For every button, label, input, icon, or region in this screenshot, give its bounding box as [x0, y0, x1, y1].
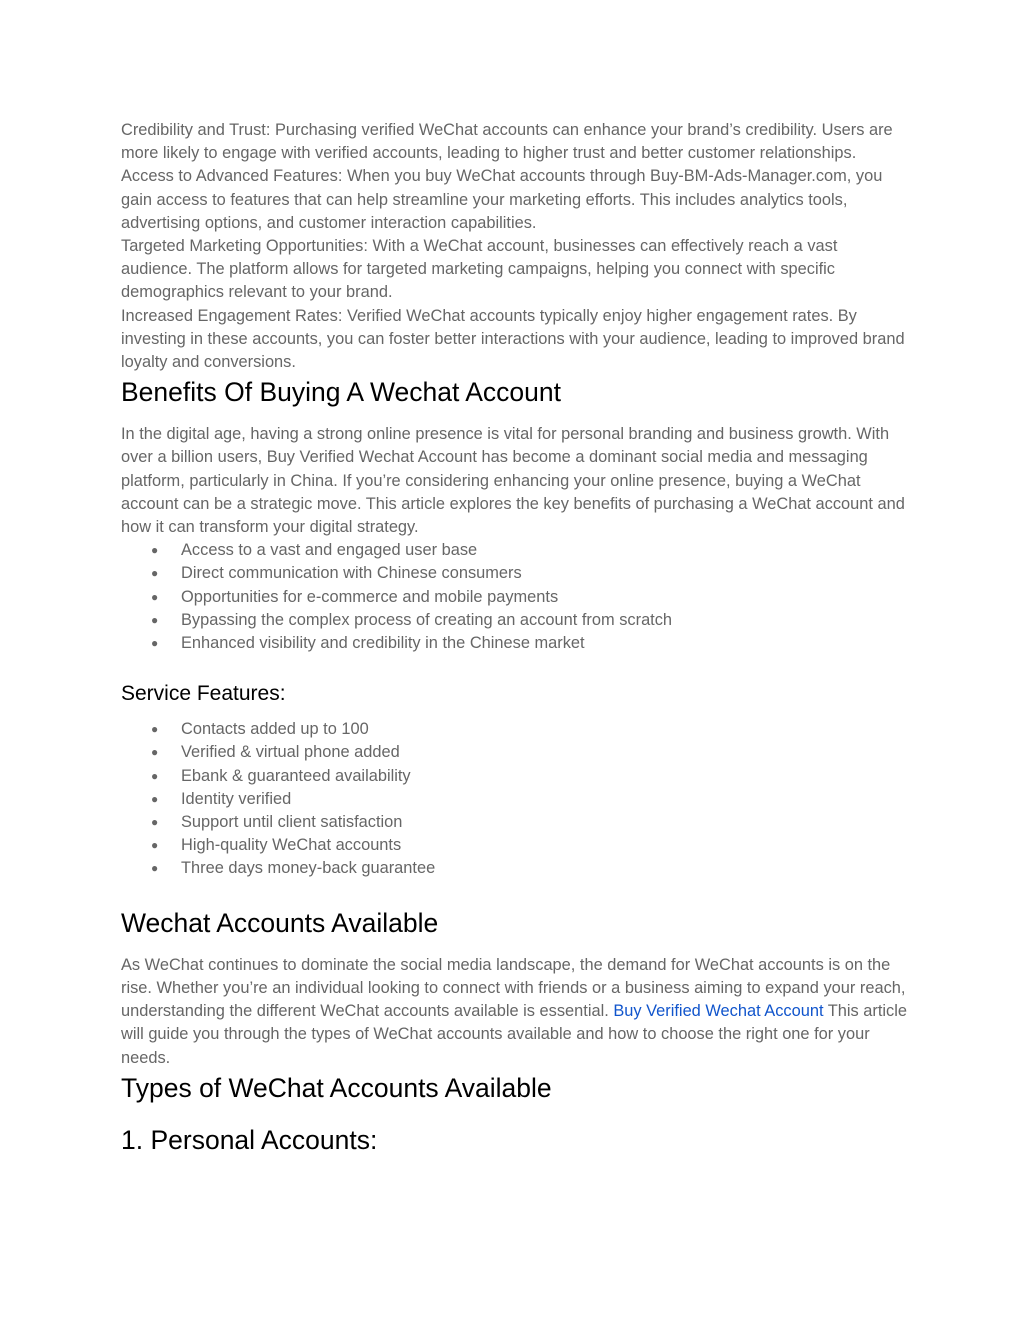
list-item: ● Opportunities for e-commerce and mobile payments: [121, 586, 911, 609]
list-item: ● Bypassing the complex process of creating an account from scratch: [121, 609, 911, 632]
bullet-icon: ●: [151, 566, 159, 581]
bullet-icon: ●: [151, 791, 159, 806]
bullet-icon: ●: [151, 838, 159, 853]
bullet-icon: ●: [151, 815, 159, 830]
list-item: ● Three days money-back guarantee: [121, 857, 911, 880]
document-page: [121, 119, 911, 1156]
bullet-icon: ●: [151, 861, 159, 876]
bullet-icon: ●: [151, 768, 159, 783]
bullet-icon: ●: [151, 745, 159, 760]
types-heading: Types of WeChat Accounts Available: [121, 1072, 552, 1103]
intro-point-advanced-features: Access to Advanced Features: When you buy WeChat accounts through Buy-BM-Ads-Manager.com, you gain access to features that can help streamline your marketing efforts. This includes analytics tools, advertising options, and customer interaction capabilities.: [121, 167, 883, 232]
personal-accounts-subheading: 1. Personal Accounts:: [121, 1124, 378, 1155]
accounts-available-heading: Wechat Accounts Available: [121, 907, 439, 938]
bullet-icon: ●: [151, 636, 159, 651]
benefits-paragraph: In the digital age, having a strong online presence is vital for personal branding and business growth. With over a billion users, Buy Verified Wechat Account has become a dominant social media and messaging platform, particularly in China. If you’re considering enhancing your online presence, buying a WeChat account can be a strategic move. This article explores the key benefits of purchasing a WeChat account and how it can transform your digital strategy.: [121, 425, 905, 537]
bullet-icon: ●: [151, 589, 159, 604]
bullet-icon: ●: [151, 612, 159, 627]
benefits-list: [121, 539, 911, 655]
list-item: ● High-quality WeChat accounts: [121, 834, 911, 857]
intro-point-credibility: Credibility and Trust: Purchasing verified WeChat accounts can enhance your brand’s credibility. Users are more likely to engage with verified accounts, leading to higher trust and better customer relationships.: [121, 121, 893, 163]
list-item: ● Identity verified: [121, 788, 911, 811]
service-features-heading: Service Features:: [121, 682, 286, 706]
list-item: ● Ebank & guaranteed availability: [121, 765, 911, 788]
intro-point-targeted-marketing: Targeted Marketing Opportunities: With a WeChat account, businesses can effectively reach a vast audience. The platform allows for targeted marketing campaigns, helping you connect with specific demographics relevant to your brand.: [121, 237, 838, 302]
buy-verified-wechat-account-link[interactable]: Buy Verified Wechat Account: [613, 1002, 824, 1021]
intro-points: [121, 119, 911, 374]
list-item: ● Access to a vast and engaged user base: [121, 539, 911, 562]
service-features-list: [121, 718, 911, 880]
list-item: ● Verified & virtual phone added: [121, 741, 911, 764]
intro-point-engagement: Increased Engagement Rates: Verified WeChat accounts typically enjoy higher engagement rates. By investing in these accounts, you can foster better interactions with your audience, leading to improved brand loyalty and conversions.: [121, 306, 905, 372]
benefits-heading: Benefits Of Buying A Wechat Account: [121, 377, 561, 408]
list-item: ● Enhanced visibility and credibility in the Chinese market: [121, 632, 911, 655]
list-item: ● Direct communication with Chinese consumers: [121, 562, 911, 585]
list-item: ● Support until client satisfaction: [121, 811, 911, 834]
list-item: ● Contacts added up to 100: [121, 718, 911, 741]
accounts-available-paragraph: As WeChat continues to dominate the social media landscape, the demand for WeChat accounts is on the rise. Whether you’re an individual looking to connect with friends or a business aiming to expand your reach, understanding the different WeChat accounts available is essential. Buy Verified Wechat Account This article will guide you through the types of WeChat accounts available and how to choose the right one for your needs.: [121, 955, 907, 1067]
bullet-icon: ●: [151, 543, 159, 558]
bullet-icon: ●: [151, 722, 159, 737]
